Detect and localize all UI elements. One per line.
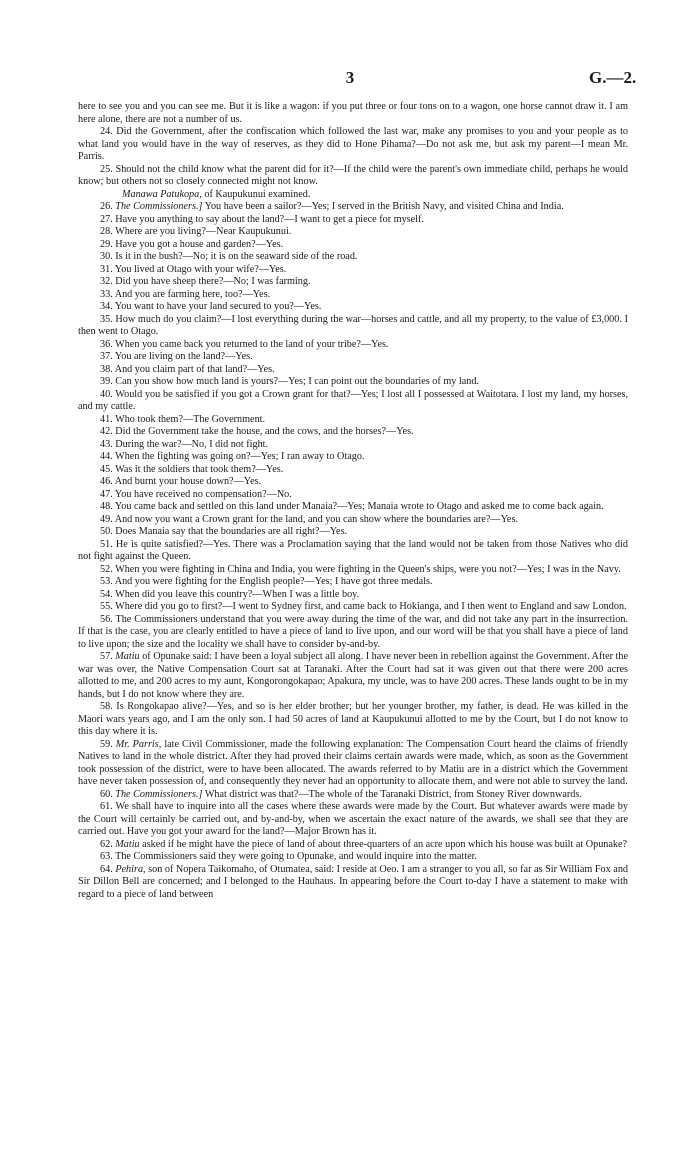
paragraph-text: 43. During the war?—No, I did not fight.: [100, 438, 269, 450]
paragraph: [78, 851, 628, 864]
paragraph: [78, 414, 628, 427]
document-reference: G.—2.: [589, 68, 637, 87]
paragraph-text: of Kaupukunui examined.: [201, 188, 311, 200]
paragraph: [78, 239, 628, 252]
paragraph: [78, 739, 628, 789]
paragraph: [78, 289, 628, 302]
paragraph: [78, 501, 628, 514]
paragraph: [78, 314, 628, 339]
paragraph-text: 61. We shall have to inquire into all the cases where these awards were made by the Court. But whatever awards were made by the Court will certainly be carried out, and by-and-by, when we ascertain the exact nature of the awards, we shall see that they are carried out. Have you got your award for the land?—Major Brown has it.: [78, 801, 628, 837]
paragraph: [78, 651, 628, 701]
paragraph-text: 38. And you claim part of that land?—Yes.: [100, 363, 275, 375]
paragraph: [78, 351, 628, 364]
paragraph-text: 63. The Commissioners said they were going to Opunake, and would inquire into the matter.: [100, 851, 477, 862]
document-body: [78, 101, 628, 901]
speaker-name: Mr. Parris,: [115, 738, 162, 750]
paragraph-text: 51. He is quite satisfied?—Yes. There was a Proclamation saying that the land would not be taken from those Natives who did not fight against the Queen.: [78, 538, 628, 562]
paragraph: [78, 164, 628, 189]
paragraph: [78, 389, 628, 414]
paragraph-text: 55. Where did you go to first?—I went to Sydney first, and came back to Hokianga, and I then went to England and saw London.: [100, 601, 627, 612]
paragraph-number: 62.: [100, 838, 116, 850]
paragraph: [78, 601, 628, 614]
speaker-name: Matiu: [115, 651, 140, 662]
paragraph-text: 58. Is Rongokapao alive?—Yes, and so is her elder brother; but her younger brother, my father, is dead. He was killed in the Maori wars years ago, and I am the only son. I had 50 acres of land at Kaupukunui allotted to me by the Court, but I do not know to this day where it is.: [78, 701, 628, 737]
paragraph-text: 52. When you were fighting in China and India, you were fighting in the Queen's ships, were you not?—Yes; I was in the Navy.: [100, 563, 621, 575]
paragraph: [78, 376, 628, 389]
paragraph-text: 47. You have received no compensation?—No.: [100, 488, 292, 500]
paragraph-text: son of Nopera Taikomaho, of Otumatea, said: I reside at Oeo. I am a stranger to you all, so far as Sir William Fox and Sir Dillon Bell are concerned; and I belonged to the Hauhaus. In appearing before the Court to-day I have a statement to make with regard to a piece of land between: [78, 863, 629, 900]
speaker-name: The Commissioners.]: [115, 788, 203, 800]
paragraph: [78, 126, 628, 164]
paragraph-text: 54. When did you leave this country?—When I was a little boy.: [100, 588, 360, 600]
paragraph: [78, 276, 628, 289]
paragraph: [78, 464, 628, 477]
paragraph-text: What district was that?—The whole of the Taranaki District, from Stoney River downwards.: [202, 788, 582, 800]
paragraph-text: 31. You lived at Otago with your wife?—Yes.: [100, 263, 287, 275]
paragraph-text: 25. Should not the child know what the parent did for it?—If the child were the parent's own immediate child, perhaps he would know; but others not so closely connected might not know.: [78, 163, 628, 187]
paragraph: [78, 476, 628, 489]
paragraph-text: 35. How much do you claim?—I lost everything during the war—horses and cattle, and all my property, to the value of £3,000. I then went to Otago.: [78, 313, 628, 337]
paragraph-number: 59.: [100, 738, 116, 750]
paragraph: [78, 189, 628, 202]
paragraph: [78, 439, 628, 452]
paragraph: [78, 589, 628, 602]
paragraph-text: 27. Have you anything to say about the land?—I want to get a piece for myself.: [100, 213, 424, 225]
paragraph-text: 30. Is it in the bush?—No; it is on the seaward side of the road.: [100, 251, 358, 262]
paragraph-text: 32. Did you have sheep there?—No; I was farming.: [100, 276, 311, 287]
paragraph: [78, 801, 628, 839]
paragraph: [78, 226, 628, 239]
paragraph: [78, 839, 628, 852]
paragraph-number: 64.: [100, 863, 116, 875]
paragraph: [78, 514, 628, 527]
paragraph-text: 41. Who took them?—The Government.: [100, 413, 266, 425]
paragraph-text: 45. Was it the soldiers that took them?—Yes.: [100, 463, 284, 475]
paragraph: [78, 339, 628, 352]
paragraph-text: 28. Where are you living?—Near Kaupukunui.: [100, 226, 292, 237]
paragraph-text: 24. Did the Government, after the confiscation which followed the last war, make any promises to you and your people as to what land you would have in the way of reserves, as they did to Hone Pihama?—Do not ask me, but ask my parent—I mean Mr. Parris.: [78, 126, 628, 162]
paragraph: [78, 251, 628, 264]
paragraph-number: 26.: [100, 201, 116, 212]
paragraph-text: 49. And now you want a Crown grant for the land, and you can show where the boundaries are?—Yes.: [100, 513, 518, 525]
paragraph-text: You have been a sailor?—Yes; I served in the British Navy, and visited China and India.: [202, 201, 564, 212]
paragraph-number: 57.: [100, 651, 116, 662]
speaker-name: The Commissioners.]: [115, 201, 203, 212]
paragraph: [78, 614, 628, 652]
paragraph-text: here to see you and you can see me. But it is like a wagon: if you put three or four tons on to a wagon, one horse cannot draw it. I am here alone, there are not a number of us.: [78, 101, 628, 125]
paragraph-text: 33. And you are farming here, too?—Yes.: [100, 288, 271, 300]
paragraph-text: asked if he might have the piece of land of about three-quarters of an acre upon which his house was built at Opunake?: [139, 838, 628, 850]
paragraph: [78, 539, 628, 564]
paragraph-text: 29. Have you got a house and garden?—Yes.: [100, 238, 284, 250]
paragraph-number: 60.: [100, 788, 116, 800]
speaker-name: Manawa Patukopa,: [122, 188, 202, 200]
paragraph-text: 53. And you were fighting for the English people?—Yes; I have got three medals.: [100, 576, 433, 587]
paragraph-text: 46. And burnt your house down?—Yes.: [100, 476, 262, 487]
paragraph-text: of Opunake said: I have been a loyal subject all along. I have never been in rebellion against the Government. After the war was over, the Native Compensation Court sat at Taranaki. After the Court had sat it was given out that there were 200 acres allotted to me, and 200 acres to my aunt, Kongorongokapao; Apakura, my uncle, was to have 200 acres. These lands ought to be in my hands, but I do not know where they are.: [78, 651, 629, 700]
paragraph: [78, 101, 628, 126]
paragraph-text: 37. You are living on the land?—Yes.: [100, 351, 253, 362]
paragraph-text: 40. Would you be satisfied if you got a Crown grant for that?—Yes; I lost all I possessed at Waitotara. I lost my land, my horses, and my cattle.: [78, 388, 628, 412]
paragraph: [78, 564, 628, 577]
paragraph-text: 48. You came back and settled on this land under Manaia?—Yes; Manaia wrote to Otago and asked me to come back again.: [100, 501, 604, 512]
paragraph: [78, 789, 628, 802]
paragraph: [78, 526, 628, 539]
paragraph: [78, 576, 628, 589]
paragraph-text: 44. When the fighting was going on?—Yes; I ran away to Otago.: [100, 451, 365, 462]
paragraph: [78, 426, 628, 439]
paragraph: [78, 264, 628, 277]
paragraph: [78, 701, 628, 739]
paragraph: [78, 301, 628, 314]
paragraph: [78, 364, 628, 377]
paragraph-text: 36. When you came back you returned to the land of your tribe?—Yes.: [100, 338, 389, 350]
paragraph: [78, 201, 628, 214]
paragraph-text: 56. The Commissioners understand that you were away during the time of the war, and did not take any part in the insurrection. If that is the case, you are clearly entitled to have a piece of land to live upon, and our word will be that you shall have a piece of land to live upon; the size and the locality we shall have to consider by-and-by.: [78, 613, 628, 650]
speaker-name: Pehira,: [115, 863, 146, 875]
speaker-name: Matiu: [115, 838, 140, 850]
page-number: 3: [345, 68, 355, 87]
paragraph-text: 50. Does Manaia say that the boundaries are all right?—Yes.: [100, 526, 348, 537]
paragraph-text: 34. You want to have your land secured to you?—Yes.: [100, 301, 322, 312]
paragraph-text: 42. Did the Government take the house, and the cows, and the horses?—Yes.: [100, 426, 414, 437]
paragraph: [78, 489, 628, 502]
paragraph: [78, 214, 628, 227]
paragraph: [78, 451, 628, 464]
paragraph: [78, 864, 628, 902]
paragraph-text: 39. Can you show how much land is yours?—Yes; I can point out the boundaries of my land.: [100, 376, 479, 387]
paragraph-text: late Civil Commissioner, made the following explanation: The Compensation Court heard the claims of friendly Natives to land in the whole district. After they had proved their claims certain awards were made, which, as soon as the Government took possession of the district, were to have been allocated. The awards referred to by Matiu are in a district which the Government have never taken possession of, and consequently they never had an opportunity to allocate them, and were not able to survey the land.: [78, 738, 629, 787]
